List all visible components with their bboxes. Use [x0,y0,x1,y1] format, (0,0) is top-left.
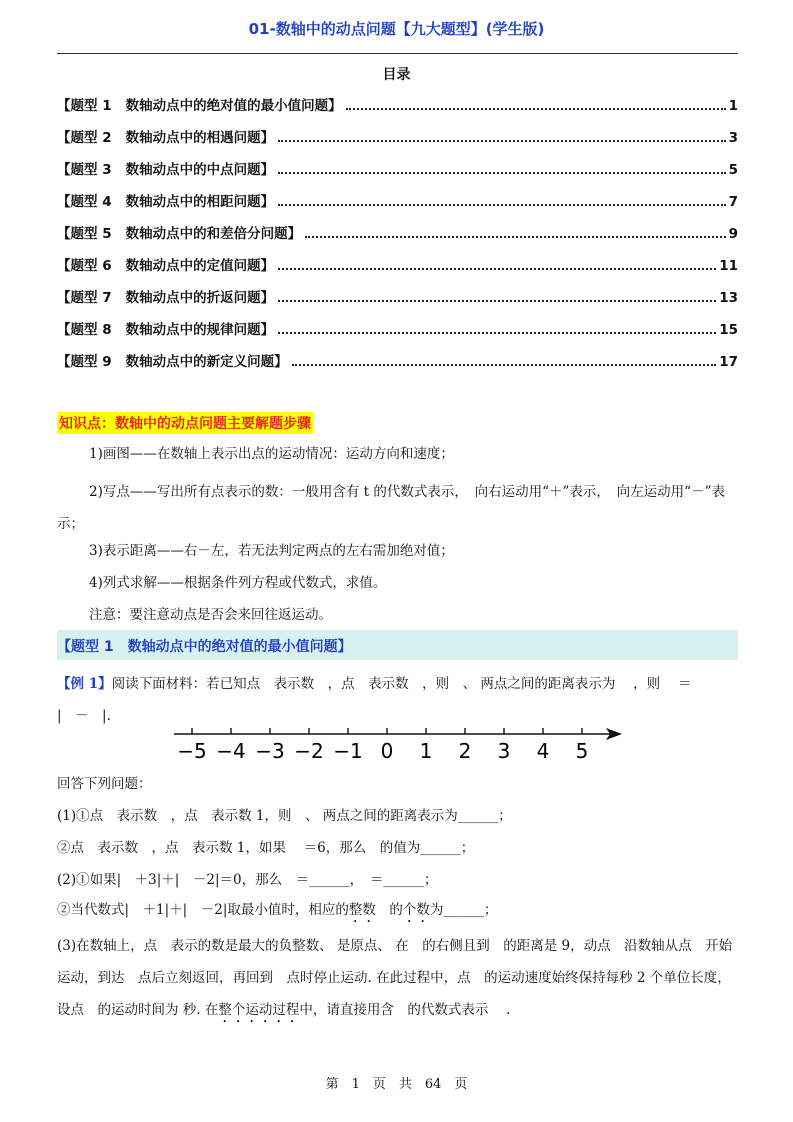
knowledge-note: 注意：要注意动点是否会来回往返运动。 [89,607,332,623]
document-title: 01-数轴中的动点问题【九大题型】(学生版) [248,20,545,38]
toc-item-number: 【题型 4 [57,194,112,210]
toc-item-page: 11 [719,258,738,274]
example-label: 【例 1】 [57,676,112,692]
toc-leader [278,332,716,334]
question-2b-mid: 的 [375,902,403,918]
toc-title: 目录 [382,67,411,83]
toc-item-number: 【题型 2 [57,130,112,146]
number-line-label: −3 [255,739,285,763]
question-2b [57,900,738,926]
number-line-label: −1 [333,739,363,763]
number-line-label: −2 [294,739,324,763]
toc-item[interactable] [57,158,738,178]
toc-item-label: 数轴动点中的绝对值的最小值问题】 [125,98,342,114]
toc-item-label: 数轴动点中的相遇问题】 [125,130,275,146]
toc-item-page: 1 [728,98,738,114]
number-line-label: 1 [419,739,433,763]
page-footer: 第 1 页 共 64 页 [325,1077,468,1092]
toc-item-label: 数轴动点中的新定义问题】 [125,354,288,370]
example-body: 阅读下面材料：若已知点 表示数 ，点 表示数 ，则 、 两点之间的距离表示为 ，则 ＝ [111,676,692,692]
toc-item-number: 【题型 1 [57,98,112,114]
toc-leader [278,268,716,270]
number-line-label: 0 [380,739,394,763]
toc-leader [305,236,726,238]
toc-item[interactable] [57,222,738,242]
toc-item-label: 数轴动点中的中点问题】 [125,162,275,178]
toc-item-page: 15 [719,322,738,338]
toc-leader [278,140,726,142]
question-2b-emphasis-2: 个数 [402,902,430,918]
knowledge-step-3: 3)表示距离——右－左，若无法判定两点的左右需加绝对值； [89,543,454,559]
toc-item-label: 数轴动点中的定值问题】 [125,258,275,274]
toc-item-number: 【题型 5 [57,226,112,242]
question-2b-post: 为______； [429,902,498,918]
example-body-cont: | － |. [57,708,111,724]
toc-item[interactable] [57,254,738,274]
header-rule [57,53,738,54]
toc-item[interactable] [57,94,738,114]
toc-item-number: 【题型 3 [57,162,112,178]
toc-item-page: 7 [728,194,738,210]
question-1a: (1)①点 表示数 ，点 表示数 1，则 、 两点之间的距离表示为______； [57,808,512,824]
question-1b: ②点 表示数 ，点 表示数 1，如果 ＝6，那么 的值为______； [57,840,475,856]
toc-leader [278,300,716,302]
question-3-emphasis: 整个运动过程 [218,1002,300,1018]
toc-leader [292,364,717,366]
toc-item-number: 【题型 7 [57,290,112,306]
toc-leader [278,172,726,174]
toc-item-page: 3 [728,130,738,146]
toc-item[interactable] [57,190,738,210]
toc-item-number: 【题型 9 [57,354,112,370]
number-line-label: −5 [177,739,207,763]
toc-item-label: 数轴动点中的和差倍分问题】 [125,226,302,242]
question-2b-emphasis-1: 整数 [348,902,376,918]
toc-item[interactable] [57,126,738,146]
toc-item-label: 数轴动点中的折返问题】 [125,290,275,306]
toc-leader [278,204,726,206]
toc-leader [346,108,726,110]
toc-item-page: 13 [719,290,738,306]
toc-item-number: 【题型 8 [57,322,112,338]
section-title: 【题型 1 数轴动点中的绝对值的最小值问题】 [57,639,352,655]
knowledge-point-title: 知识点：数轴中的动点问题主要解题步骤 [57,412,313,434]
question-3-pre: (3)在数轴上，点 表示的数是最大的负整数、 是原点、 在 的右侧且到 的距离是 9，动点 沿数轴从点 开始运动，到达 点后立刻返回，再回到 点时停止运动. 在此过程中，点 的运动速度始终保持每秒 2 个单位长度，设点 的运动时间为 秒. 在 [57,938,733,1018]
toc-item-page: 17 [719,354,738,370]
number-line-label: 2 [458,739,472,763]
question-2a: (2)①如果| ＋3|＋| －2|＝0，那么 ＝______， ＝______； [57,872,438,888]
toc-item-label: 数轴动点中的相距问题】 [125,194,275,210]
knowledge-step-4: 4)列式求解——根据条件列方程或代数式，求值。 [89,575,387,591]
knowledge-step-1: 1)画图——在数轴上表示出点的运动情况：运动方向和速度； [89,446,454,462]
toc-item-number: 【题型 6 [57,258,112,274]
toc-item[interactable] [57,286,738,306]
number-line-label: −4 [216,739,246,763]
toc-item[interactable] [57,318,738,338]
toc-item-page: 9 [728,226,738,242]
question-2b-pre: ②当代数式| ＋1|＋| －2|取最小值时，相应的 [57,902,349,918]
number-line-label: 3 [497,739,511,763]
toc-item-label: 数轴动点中的规律问题】 [125,322,275,338]
number-line [170,720,630,766]
question-3-post: 中，请直接用含 的代数式表示 . [299,1002,511,1018]
answer-intro: 回答下列问题： [57,776,152,792]
toc-item-page: 5 [728,162,738,178]
knowledge-step-2: 2)写点——写出所有点表示的数：一般用含有 t 的代数式表示， 向右运动用“＋”表示， 向左运动用“－”表示； [57,484,725,532]
question-3 [57,930,738,1026]
toc-item[interactable] [57,350,738,370]
number-line-label: 4 [536,739,550,763]
number-line-label: 5 [575,739,589,763]
